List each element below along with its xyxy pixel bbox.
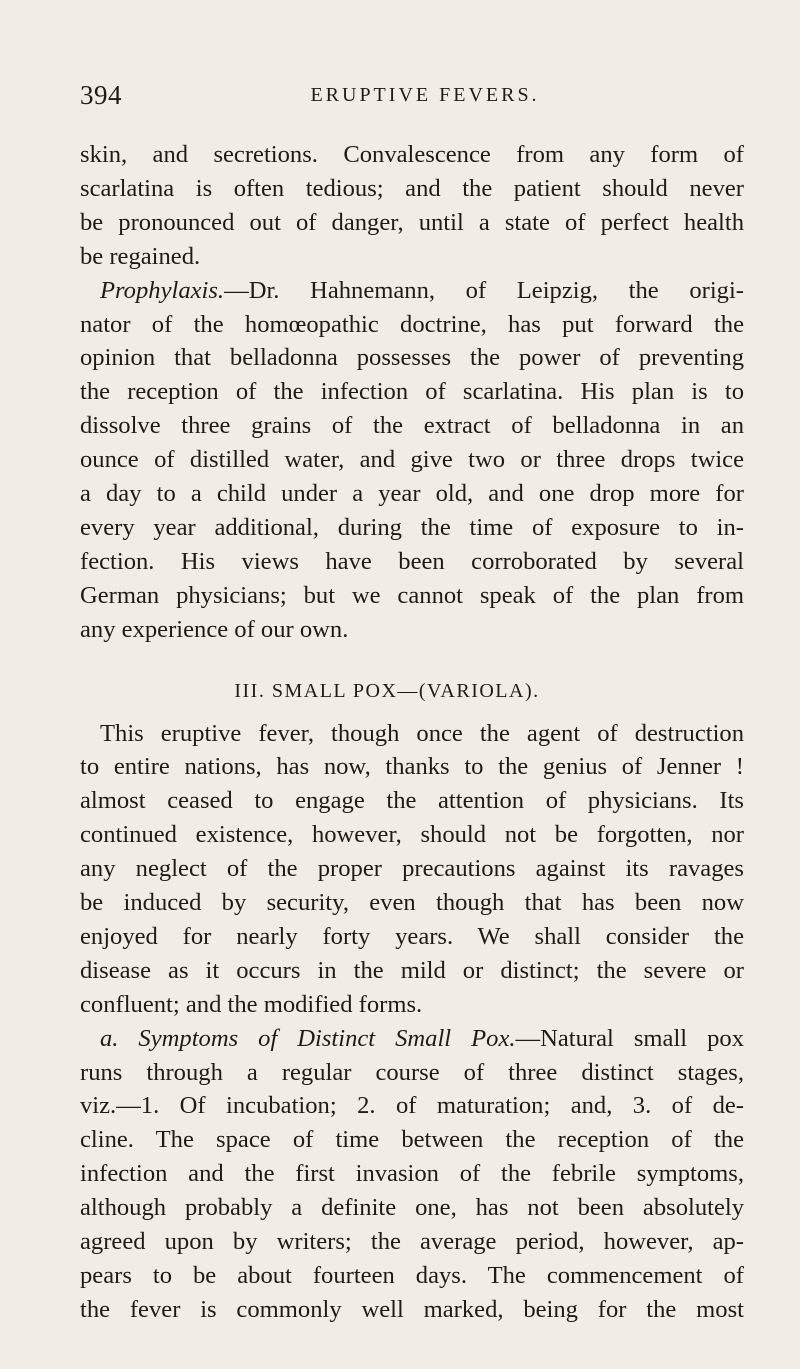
text-line: opinion that belladonna possesses the power of preventing (80, 344, 744, 372)
text-line: continued existence, however, should not be forgotten, nor (80, 821, 744, 849)
paragraph-small-pox-intro (80, 717, 744, 1022)
text-line: be regained. (80, 242, 201, 270)
section-heading-small-pox: III. SMALL POX—(VARIOLA). (234, 679, 540, 702)
text-line: the fever is commonly well marked, being for the most (80, 1295, 744, 1323)
text-line: any neglect of the proper precautions against its ravages (80, 855, 744, 883)
text-line: disease as it occurs in the mild or distinct; the severe or (80, 956, 744, 984)
text-line: runs through a regular course of three distinct stages, (80, 1058, 744, 1086)
text-run: —Dr. Hahnemann, of Leipzig, the origi- (224, 276, 744, 304)
text-line: dissolve three grains of the extract of belladonna in an (80, 412, 744, 440)
text-line: the reception of the infection of scarlatina. His plan is to (80, 378, 744, 406)
text-line: enjoyed for nearly forty years. We shall consider the (80, 922, 744, 950)
text-line: agreed upon by writers; the average period, however, ap- (80, 1228, 744, 1256)
run-in-heading-prophylaxis: Prophylaxis. (100, 276, 225, 304)
text-line: although probably a definite one, has not been absolutely (80, 1194, 744, 1222)
text-line: nator of the homœopathic doctrine, has put forward the (80, 310, 744, 338)
text-line: pears to be about fourteen days. The commencement of (80, 1262, 744, 1289)
running-head (80, 80, 742, 110)
text-line: infection and the first invasion of the febrile symptoms, (80, 1160, 744, 1188)
text-line: be pronounced out of danger, until a state of perfect health (80, 208, 744, 236)
page-number: 394 (80, 80, 122, 110)
text-line: This eruptive fever, though once the agent of destruction (100, 719, 744, 747)
paragraph-convalescence (80, 138, 744, 274)
text-line (80, 1022, 744, 1056)
paragraph-prophylaxis (80, 274, 744, 647)
text-line: to entire nations, has now, thanks to the genius of Jenner ! (80, 753, 744, 781)
text-line: any experience of our own. (80, 615, 349, 643)
run-in-heading-symptoms: a. Symptoms of Distinct Small Pox. (100, 1024, 516, 1052)
text-line: viz.—1. Of incubation; 2. of maturation; and, 3. of de- (80, 1092, 744, 1120)
text-line: a day to a child under a year old, and one drop more for (80, 480, 744, 508)
text-line: ounce of distilled water, and give two or three drops twice (80, 446, 744, 474)
text-line: German physicians; but we cannot speak of the plan from (80, 581, 744, 609)
text-line: every year additional, during the time of exposure to in- (80, 513, 744, 541)
text-line: be induced by security, even though that has been now (80, 889, 744, 917)
text-line: skin, and secretions. Convalescence from any form of (80, 141, 744, 168)
body-text (80, 138, 744, 1327)
text-line: confluent; and the modified forms. (80, 990, 423, 1018)
text-line: fection. His views have been corroborated by several (80, 547, 744, 575)
text-line: almost ceased to engage the attention of physicians. Its (80, 787, 744, 815)
text-line (80, 274, 744, 308)
paragraph-symptoms (80, 1022, 744, 1327)
text-line: cline. The space of time between the reception of the (80, 1126, 744, 1154)
running-title: ERUPTIVE FEVERS. (310, 84, 540, 106)
text-run: —Natural small pox (515, 1024, 744, 1052)
text-line: scarlatina is often tedious; and the patient should never (80, 174, 744, 202)
